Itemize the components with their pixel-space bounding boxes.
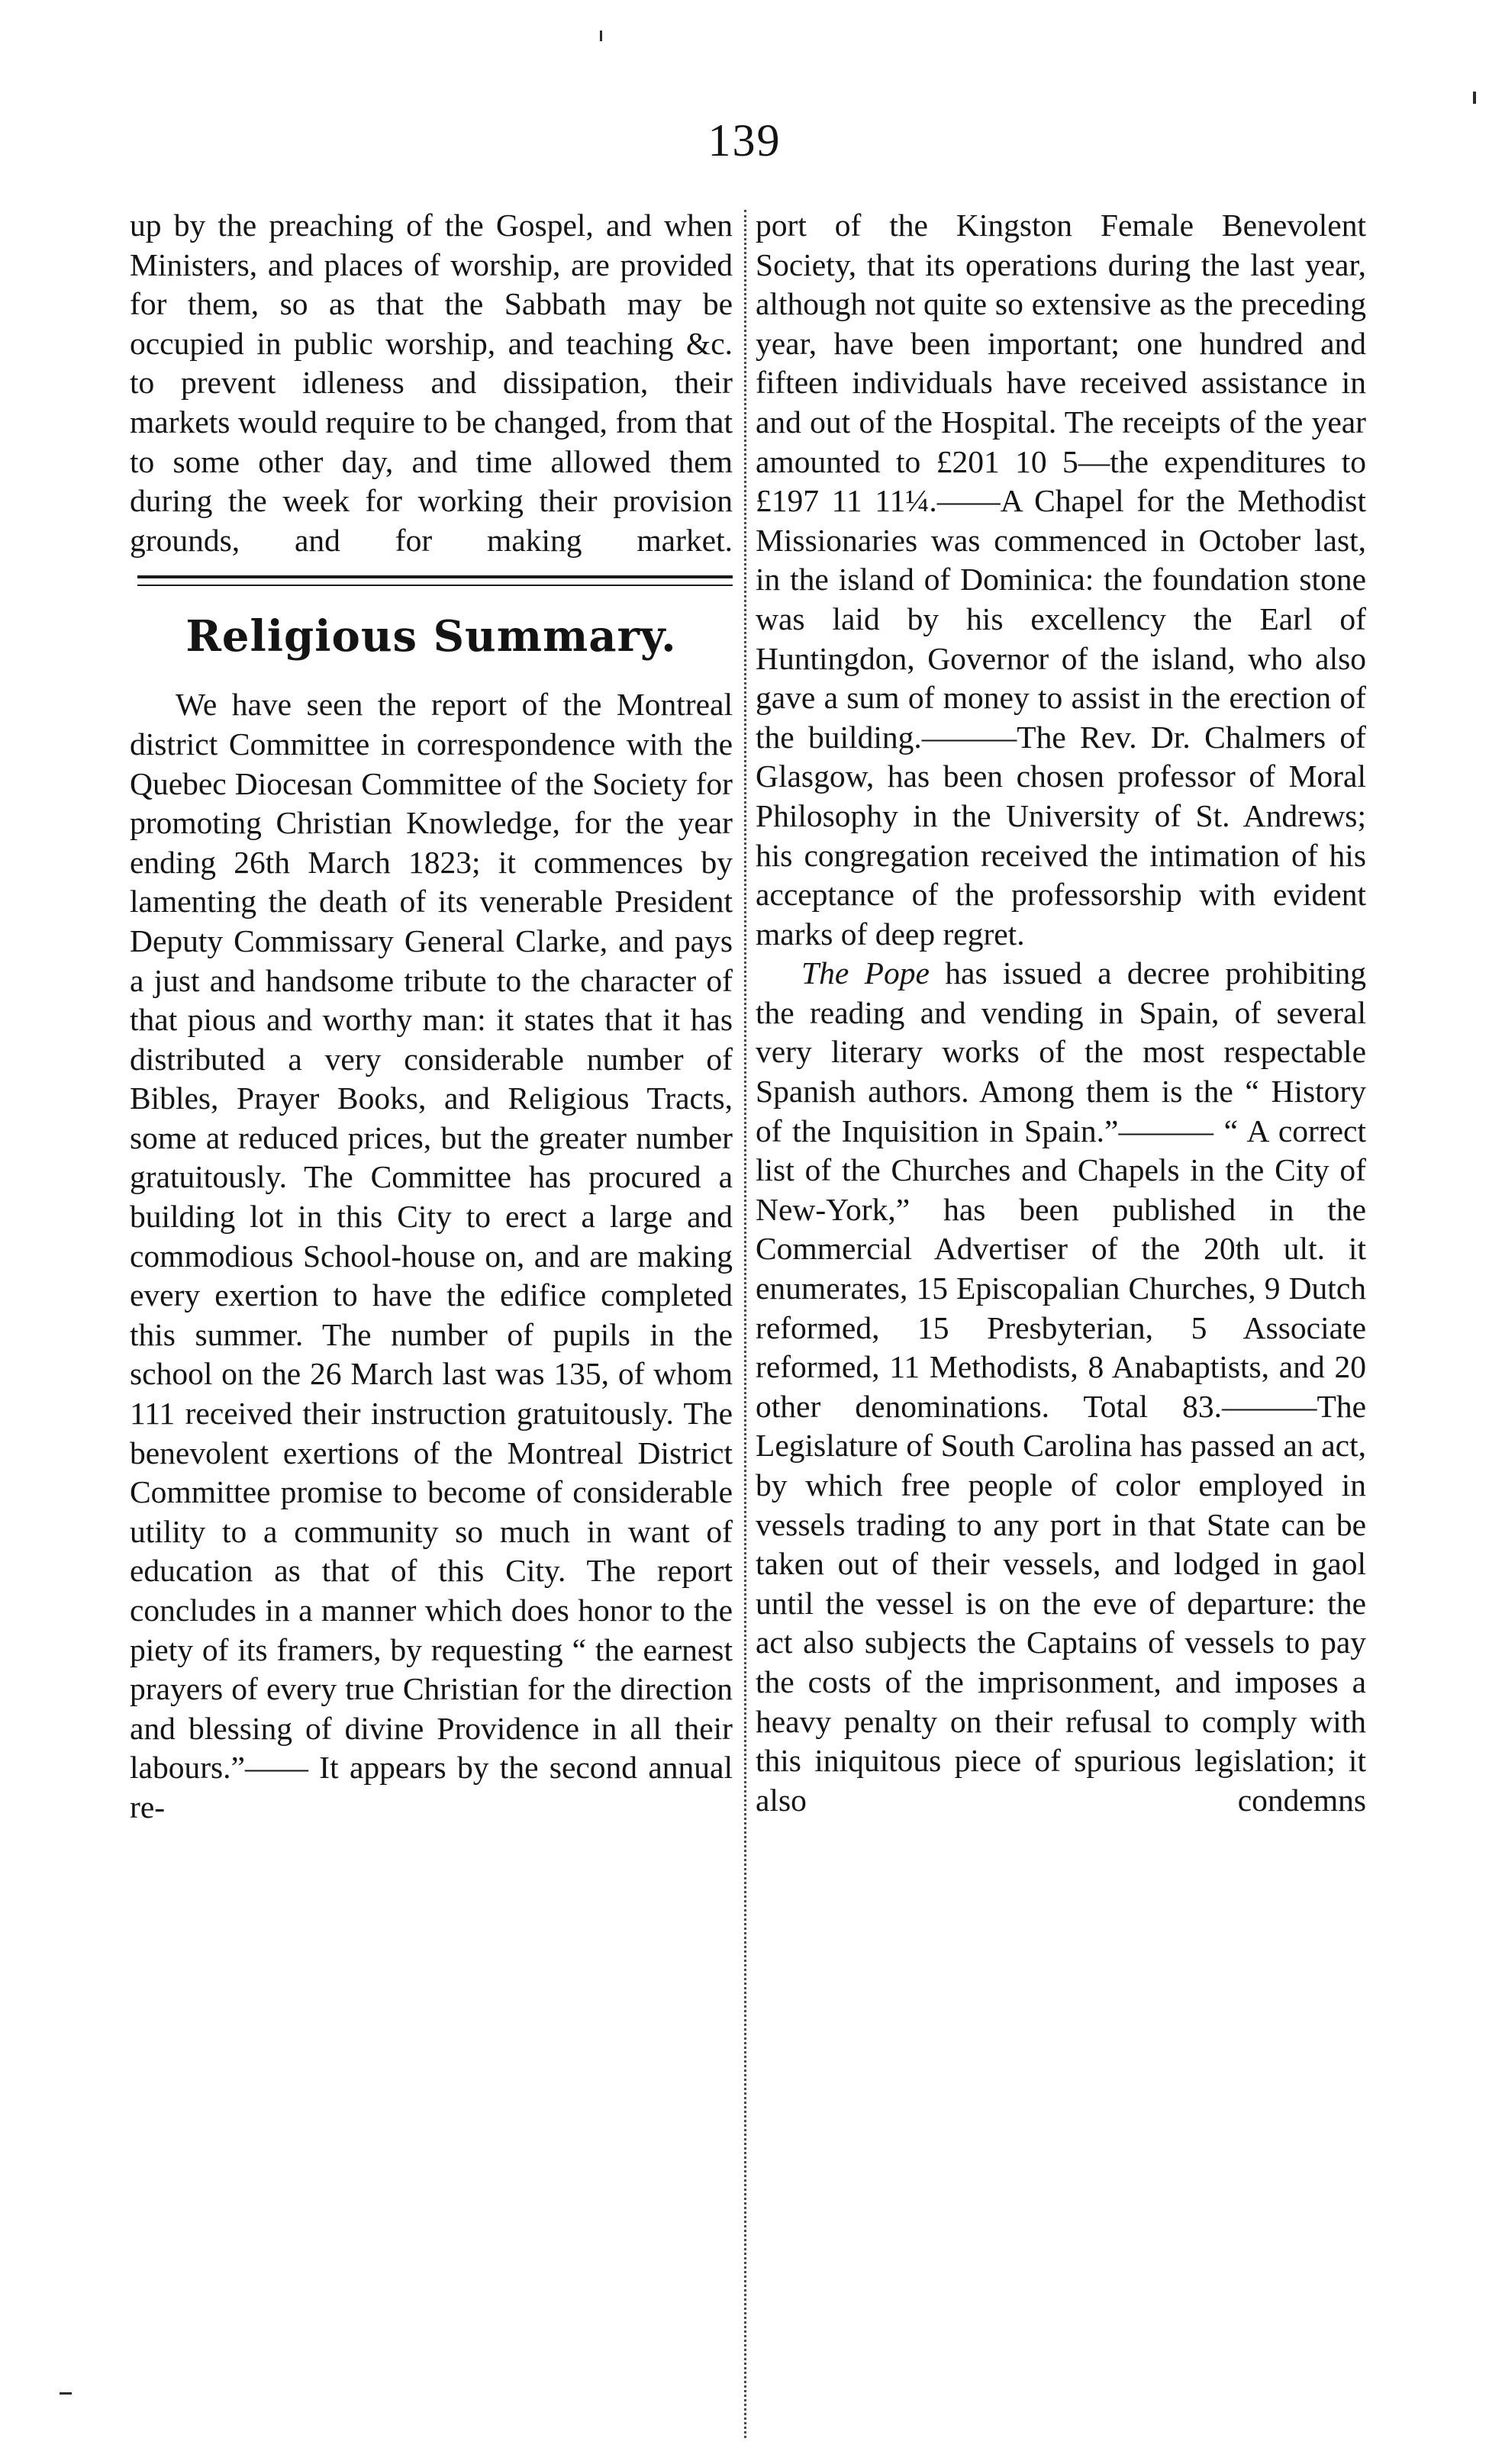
section-heading: Religious Summary. [185, 611, 677, 662]
column-divider [744, 210, 746, 2438]
pope-italic-lead: The Pope [801, 955, 930, 991]
left-column [130, 206, 733, 1828]
right-paragraph-kingston: port of the Kingston Female Benevolent Society, that its operations during the last year, although not quite so extensive as the preceding year, have been important; one hundred and fifteen individuals have received assistance in and out of the Hospital. The receipts of the year amounted to £201 10 5—the expenditures to £197 11 11¼.——A Chapel for the Methodist Missionaries was commenced in October last, in the island of Dominica: the foundation stone was laid by his excellency the Earl of Huntingdon, Governor of the island, who also gave a sum of money to assist in the erection of the building.———The Rev. Dr. Chalmers of Glasgow, has been chosen professor of Moral Philosophy in the University of St. Andrews; his congregation received the intimation of his acceptance of the professorship with evident marks of deep regret. [756, 208, 1366, 952]
page-number: 139 [707, 115, 782, 166]
top-ink-mark [600, 31, 602, 41]
bottom-left-ink-mark [60, 2392, 72, 2395]
right-edge-ink-mark [1473, 92, 1476, 104]
right-paragraph-pope-text: has issued a decree prohibiting the reading and vending in Spain, of several very literary works of the most respectable Spanish authors. Among them is the “ History of the Inquisition in Spain.”——— “ A correct list of the Churches and Chapels in the City of New-York,” has been published in the Commercial Advertiser of the 20th ult. it enumerates, 15 Episcopalian Churches, 9 Dutch reformed, 15 Presbyterian, 5 Associate reformed, 11 Methodists, 8 Anabaptists, and 20 other denominations. Total 83.———The Legislature of South Carolina has passed an act, by which free people of color employed in vessels trading to any port in that State can be taken out of their vessels, and lodged in gaol until the vessel is on the eve of departure: the act also subjects the Captains of vessels to pay the costs of the imprisonment, and imposes a heavy penalty on their refusal to comply with this iniquitous piece of spurious legislation; it also condemns [756, 955, 1366, 1818]
right-paragraph-pope [756, 954, 1366, 1820]
section-divider-thin [137, 585, 733, 586]
section-divider-thick [137, 575, 733, 578]
right-column [756, 206, 1366, 1820]
left-paragraph-continuation: up by the preaching of the Gospel, and when Ministers, and places of worship, are provided for them, so as that the Sabbath may be occupied in public worship, and teaching &c. to prevent idleness and dissipation, their markets would require to be changed, from that to some other day, and time allowed them during the week for working their provision grounds, and for making market. [130, 208, 733, 558]
left-paragraph-report: We have seen the report of the Montreal district Committee in correspondence with the Quebec Diocesan Committee of the Society for promoting Christian Knowledge, for the year ending 26th March 1823; it commences by lamenting the death of its venerable President Deputy Commissary General Clarke, and pays a just and handsome tribute to the character of that pious and worthy man: it states that it has distributed a very considerable number of Bibles, Prayer Books, and Religious Tracts, some at reduced prices, but the greater number gratuitously. The Committee has procured a building lot in this City to erect a large and commodious School-house on, and are making every exertion to have the edifice completed this summer. The number of pupils in the school on the 26 March last was 135, of whom 111 received their instruction gratuitously. The benevolent exertions of the Montreal District Committee promise to become of considerable utility to a community so much in want of education as that of this City. The report concludes in a manner which does honor to the piety of its framers, by requesting “ the earnest prayers of every true Christian for the direction and blessing of divine Providence in all their labours.”—— It appears by the second annual re- [130, 687, 733, 1825]
